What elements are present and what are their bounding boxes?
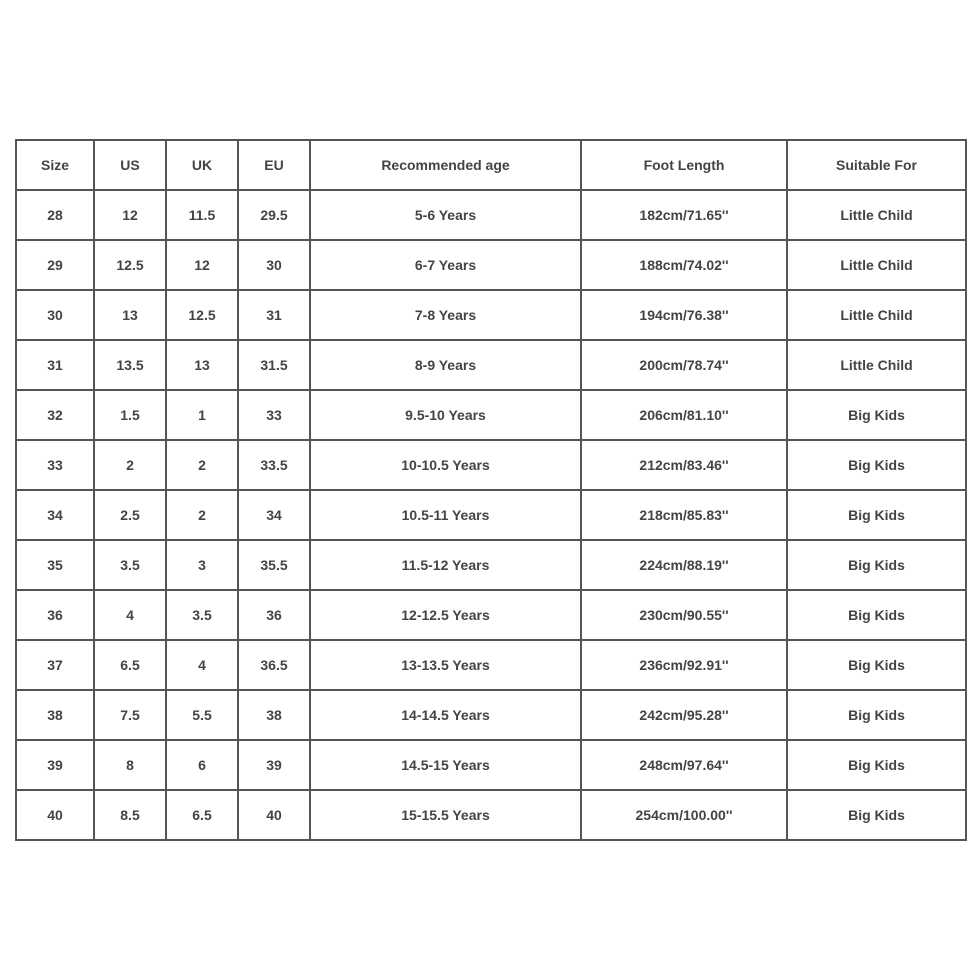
- cell-foot-length: 218cm/85.83'': [581, 490, 787, 540]
- cell-recommended-age: 13-13.5 Years: [310, 640, 581, 690]
- cell-us: 12: [94, 190, 166, 240]
- cell-size: 31: [16, 340, 94, 390]
- table-row: [16, 690, 966, 740]
- cell-size: 40: [16, 790, 94, 840]
- cell-recommended-age: 5-6 Years: [310, 190, 581, 240]
- table-row: [16, 290, 966, 340]
- cell-suitable-for: Little Child: [787, 340, 966, 390]
- table-header: [16, 140, 966, 190]
- cell-size: 38: [16, 690, 94, 740]
- cell-suitable-for: Big Kids: [787, 690, 966, 740]
- cell-suitable-for: Big Kids: [787, 640, 966, 690]
- cell-uk: 11.5: [166, 190, 238, 240]
- cell-suitable-for: Big Kids: [787, 440, 966, 490]
- cell-eu: 36: [238, 590, 310, 640]
- cell-eu: 38: [238, 690, 310, 740]
- cell-size: 35: [16, 540, 94, 590]
- cell-suitable-for: Little Child: [787, 290, 966, 340]
- cell-us: 7.5: [94, 690, 166, 740]
- cell-us: 1.5: [94, 390, 166, 440]
- cell-eu: 31.5: [238, 340, 310, 390]
- cell-size: 30: [16, 290, 94, 340]
- cell-eu: 39: [238, 740, 310, 790]
- cell-recommended-age: 14-14.5 Years: [310, 690, 581, 740]
- cell-suitable-for: Big Kids: [787, 490, 966, 540]
- header-eu: EU: [238, 140, 310, 190]
- cell-recommended-age: 7-8 Years: [310, 290, 581, 340]
- cell-us: 8: [94, 740, 166, 790]
- cell-suitable-for: Big Kids: [787, 590, 966, 640]
- cell-recommended-age: 10.5-11 Years: [310, 490, 581, 540]
- cell-us: 12.5: [94, 240, 166, 290]
- header-recommended-age: Recommended age: [310, 140, 581, 190]
- cell-us: 13: [94, 290, 166, 340]
- cell-recommended-age: 14.5-15 Years: [310, 740, 581, 790]
- cell-uk: 2: [166, 490, 238, 540]
- cell-suitable-for: Big Kids: [787, 540, 966, 590]
- cell-eu: 29.5: [238, 190, 310, 240]
- cell-us: 13.5: [94, 340, 166, 390]
- cell-uk: 5.5: [166, 690, 238, 740]
- cell-suitable-for: Big Kids: [787, 390, 966, 440]
- cell-size: 37: [16, 640, 94, 690]
- cell-eu: 33.5: [238, 440, 310, 490]
- table-row: [16, 440, 966, 490]
- cell-eu: 34: [238, 490, 310, 540]
- cell-size: 33: [16, 440, 94, 490]
- header-uk: UK: [166, 140, 238, 190]
- cell-uk: 6: [166, 740, 238, 790]
- cell-us: 4: [94, 590, 166, 640]
- header-foot-length: Foot Length: [581, 140, 787, 190]
- table-row: [16, 240, 966, 290]
- cell-size: 34: [16, 490, 94, 540]
- cell-foot-length: 182cm/71.65'': [581, 190, 787, 240]
- cell-uk: 3.5: [166, 590, 238, 640]
- table-row: [16, 790, 966, 840]
- table-row: [16, 390, 966, 440]
- table-row: [16, 740, 966, 790]
- cell-eu: 31: [238, 290, 310, 340]
- cell-us: 8.5: [94, 790, 166, 840]
- cell-foot-length: 224cm/88.19'': [581, 540, 787, 590]
- cell-uk: 1: [166, 390, 238, 440]
- cell-foot-length: 194cm/76.38'': [581, 290, 787, 340]
- table-row: [16, 540, 966, 590]
- cell-foot-length: 236cm/92.91'': [581, 640, 787, 690]
- header-suitable-for: Suitable For: [787, 140, 966, 190]
- cell-recommended-age: 9.5-10 Years: [310, 390, 581, 440]
- header-size: Size: [16, 140, 94, 190]
- cell-size: 32: [16, 390, 94, 440]
- table-row: [16, 640, 966, 690]
- cell-size: 39: [16, 740, 94, 790]
- cell-size: 36: [16, 590, 94, 640]
- table-row: [16, 190, 966, 240]
- cell-size: 28: [16, 190, 94, 240]
- cell-uk: 3: [166, 540, 238, 590]
- cell-us: 2.5: [94, 490, 166, 540]
- cell-eu: 35.5: [238, 540, 310, 590]
- cell-us: 2: [94, 440, 166, 490]
- cell-uk: 12.5: [166, 290, 238, 340]
- cell-eu: 36.5: [238, 640, 310, 690]
- cell-eu: 40: [238, 790, 310, 840]
- cell-foot-length: 212cm/83.46'': [581, 440, 787, 490]
- cell-foot-length: 188cm/74.02'': [581, 240, 787, 290]
- cell-uk: 13: [166, 340, 238, 390]
- cell-recommended-age: 10-10.5 Years: [310, 440, 581, 490]
- cell-uk: 4: [166, 640, 238, 690]
- cell-eu: 30: [238, 240, 310, 290]
- cell-recommended-age: 11.5-12 Years: [310, 540, 581, 590]
- cell-suitable-for: Big Kids: [787, 740, 966, 790]
- cell-foot-length: 206cm/81.10'': [581, 390, 787, 440]
- cell-recommended-age: 12-12.5 Years: [310, 590, 581, 640]
- cell-foot-length: 200cm/78.74'': [581, 340, 787, 390]
- cell-uk: 6.5: [166, 790, 238, 840]
- cell-size: 29: [16, 240, 94, 290]
- cell-recommended-age: 6-7 Years: [310, 240, 581, 290]
- cell-foot-length: 230cm/90.55'': [581, 590, 787, 640]
- table-body: [16, 190, 966, 840]
- header-us: US: [94, 140, 166, 190]
- cell-suitable-for: Little Child: [787, 240, 966, 290]
- cell-foot-length: 242cm/95.28'': [581, 690, 787, 740]
- cell-foot-length: 254cm/100.00'': [581, 790, 787, 840]
- cell-suitable-for: Big Kids: [787, 790, 966, 840]
- cell-suitable-for: Little Child: [787, 190, 966, 240]
- cell-uk: 2: [166, 440, 238, 490]
- cell-recommended-age: 8-9 Years: [310, 340, 581, 390]
- cell-us: 3.5: [94, 540, 166, 590]
- cell-recommended-age: 15-15.5 Years: [310, 790, 581, 840]
- cell-eu: 33: [238, 390, 310, 440]
- cell-foot-length: 248cm/97.64'': [581, 740, 787, 790]
- table-row: [16, 340, 966, 390]
- table-row: [16, 590, 966, 640]
- header-row: [16, 140, 966, 190]
- table-row: [16, 490, 966, 540]
- cell-uk: 12: [166, 240, 238, 290]
- size-chart-table: [15, 139, 967, 841]
- cell-us: 6.5: [94, 640, 166, 690]
